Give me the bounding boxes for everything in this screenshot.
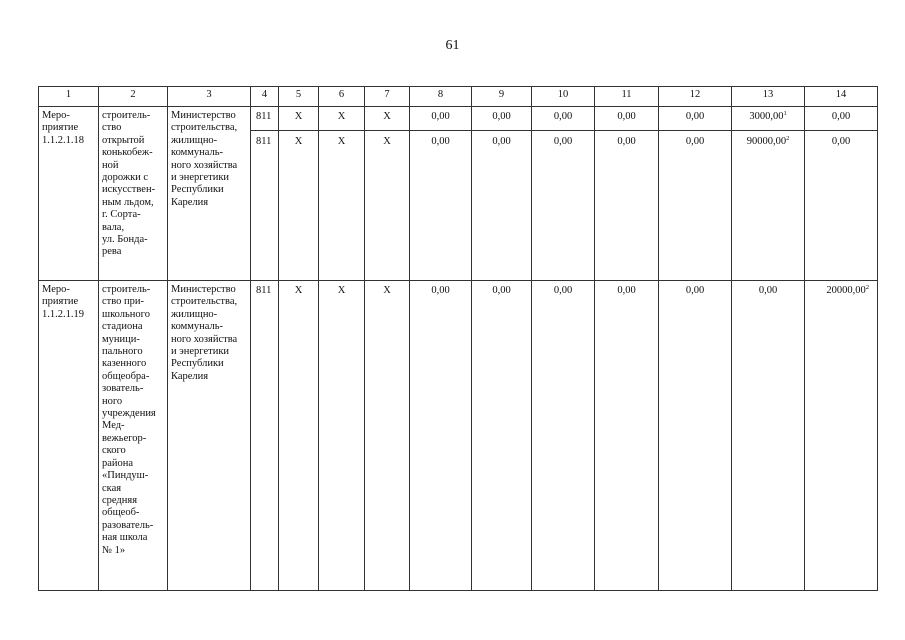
cell-6: Х <box>319 107 365 131</box>
measure-cell <box>39 107 99 281</box>
column-header: 1 <box>39 87 99 107</box>
cell-13-value: 90000,00 <box>746 136 787 147</box>
description-cell <box>99 281 168 591</box>
measure-description: строитель- ство открытой конькобеж- ной дорожки с искусствен- ным льдом, г. Сорта- вала, ул. Бонда- рева <box>102 110 156 258</box>
footnote-mark: 2 <box>865 284 869 291</box>
footnote-mark: 1 <box>783 110 787 117</box>
cell-14-value: 0,00 <box>831 111 851 122</box>
executor-name: Министерство строительства, жилищно- коммуналь- ного хозяйства и энергетики Республики Карелия <box>171 110 238 208</box>
column-header: 14 <box>805 87 878 107</box>
budget-table <box>38 86 878 591</box>
table-row <box>39 281 878 591</box>
cell-11: 0,00 <box>595 131 659 281</box>
column-header: 10 <box>532 87 595 107</box>
budget-code: 811 <box>251 131 279 281</box>
cell-5: Х <box>279 107 319 131</box>
column-header: 13 <box>732 87 805 107</box>
cell-12: 0,00 <box>659 107 732 131</box>
measure-label: Меро- приятие 1.1.2.1.19 <box>42 284 84 320</box>
executor-cell <box>168 107 251 281</box>
footnote-mark: 2 <box>786 135 790 142</box>
column-header: 3 <box>168 87 251 107</box>
measure-description: строитель- ство при- школьного стадиона муници- пального казенного общеобра- зователь- ного учреждения Мед- вежьегор- ского района «Пиндуш- ская средняя общеоб- разователь- ная школа № 1» <box>102 284 156 556</box>
cell-13 <box>732 107 805 131</box>
column-header: 2 <box>99 87 168 107</box>
description-cell <box>99 107 168 281</box>
cell-13 <box>732 131 805 281</box>
cell-5: Х <box>279 131 319 281</box>
column-header: 7 <box>365 87 410 107</box>
measure-label: Меро- приятие 1.1.2.1.18 <box>42 110 84 146</box>
column-header: 11 <box>595 87 659 107</box>
cell-13 <box>732 281 805 591</box>
cell-6: Х <box>319 281 365 591</box>
cell-7: Х <box>365 107 410 131</box>
cell-10: 0,00 <box>532 107 595 131</box>
cell-14 <box>805 131 878 281</box>
cell-9: 0,00 <box>472 107 532 131</box>
column-header: 6 <box>319 87 365 107</box>
cell-9: 0,00 <box>472 131 532 281</box>
cell-10: 0,00 <box>532 281 595 591</box>
cell-12: 0,00 <box>659 281 732 591</box>
budget-code: 811 <box>251 281 279 591</box>
cell-13-value: 0,00 <box>758 285 778 296</box>
column-header: 4 <box>251 87 279 107</box>
column-number-row <box>39 87 878 107</box>
table-row <box>39 107 878 131</box>
executor-cell <box>168 281 251 591</box>
table-body <box>39 107 878 591</box>
cell-8: 0,00 <box>410 107 472 131</box>
cell-13-value: 3000,00 <box>749 111 784 122</box>
cell-14 <box>805 107 878 131</box>
cell-8: 0,00 <box>410 131 472 281</box>
cell-11: 0,00 <box>595 107 659 131</box>
column-header: 9 <box>472 87 532 107</box>
cell-14-value: 0,00 <box>831 136 851 147</box>
cell-9: 0,00 <box>472 281 532 591</box>
cell-8: 0,00 <box>410 281 472 591</box>
page-number: 61 <box>445 38 460 53</box>
budget-code: 811 <box>251 107 279 131</box>
cell-6: Х <box>319 131 365 281</box>
cell-7: Х <box>365 281 410 591</box>
column-header: 8 <box>410 87 472 107</box>
cell-12: 0,00 <box>659 131 732 281</box>
cell-10: 0,00 <box>532 131 595 281</box>
cell-14 <box>805 281 878 591</box>
column-header: 5 <box>279 87 319 107</box>
table-header <box>39 87 878 107</box>
cell-7: Х <box>365 131 410 281</box>
cell-14-value: 20000,00 <box>826 285 866 296</box>
executor-name: Министерство строительства, жилищно- коммуналь- ного хозяйства и энергетики Республики Карелия <box>171 284 238 382</box>
cell-11: 0,00 <box>595 281 659 591</box>
column-header: 12 <box>659 87 732 107</box>
measure-cell <box>39 281 99 591</box>
cell-5: Х <box>279 281 319 591</box>
